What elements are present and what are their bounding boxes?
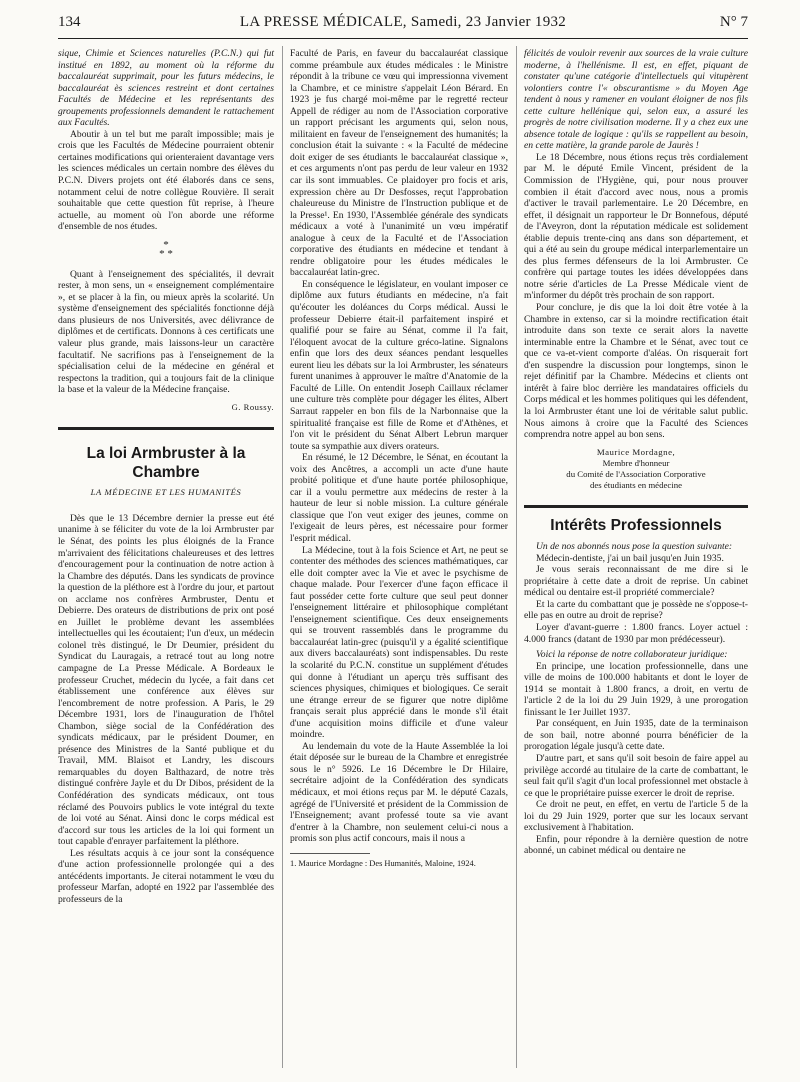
question-text: Je vous serais reconnaissant de me dire si le propriétaire à cette date a droit de reprise. Un cabinet médical ou dentaire est-il propriété commerciale? [524, 564, 748, 599]
column-1 [58, 48, 274, 905]
article-subtitle: LA MÉDECINE ET LES HUMANITÉS [90, 487, 242, 498]
answer-text: En principe, une location professionnelle, dans une ville de moins de 100.000 habitants et dont le loyer de 1914 se montait à 1.800 francs, a droit, en vertu de l'article 2 de la loi du 29 Juin 1929, à une prorogation finissant le 1er Juillet 1937. [524, 660, 748, 718]
section-separator: * * * [159, 238, 173, 260]
answer-text: Ce droit ne peut, en effet, en vertu de l'article 5 de la loi du 29 Juin 1929, porter que sur les locaux servant exclusivement à l'habitation. [524, 799, 748, 834]
answer-text: Par conséquent, en Juin 1935, date de la terminaison de son bail, notre abonné pourra bénéficier de la prorogation légale jusqu'à cette date. [524, 718, 748, 753]
paragraph: La Médecine, tout à la fois Science et Art, ne peut se contenter des méthodes des sciences mathématiques, car elle doit compter avec la Vie et avec le psychisme de chaque malade. Pour l'exercer d'une façon efficace il faut posséder cette forte culture que seul peut donner l'enseignement littéraire et philosophique complétant l'enseignement scientifique. Ces deux enseignements qui se trouvent rassemblés dans le programme du baccalauréat latin-grec (puisqu'il y a égalité scientifique aux divers baccalauréats) sont indispensables. Du reste la scolarité du P.C.N. constitue un supplément d'études qui donne à l'étudiant un aperçu très suffisant des sciences physiques, chimiques et biologiques. Ce serait une étrange erreur de se figurer que notre diplôme français serait plus apprécié dans le monde s'il était d'une acquisition moins difficile et d'une valeur moindre. [290, 544, 508, 741]
section-rule [58, 427, 274, 430]
paragraph: Faculté de Paris, en faveur du baccalauréat classique comme préambule aux études médicales : le Ministre répondit à la tribune ce vœu qui impressionna vivement la Chambre, et ce ministre s'appelait Léon Bérard. En 1923 je fus chargé moi-même par le regretté recteur Appell de rédiger au nom de l'Association corporative un rapport précisant les arguments qui, selon nous, militaient en faveur de l'enseignement des humanités; la conclusion était la suivante : « la Faculté de médecine doit exiger de ses étudiants le baccalauréat classique », et ces arguments n'ont pas perdu de leur valeur en 1932 car ils sont immuables. Ce plaidoyer pro focis et aris, expression chère au Dr Desfosses, reçut l'approbation chaleureuse du Ministre de l'Instruction publique et de la Presse¹. En 1930, l'Assemblée générale des syndicats médicaux a voté à l'unanimité un vœu impératif analogue à ceux de la Faculté et de l'Association corporative des étudiants en médecine et tendant à rendre obligatoire pour les études médicales le baccalauréat latin-grec. [290, 48, 508, 279]
section-title: Intérêts Professionnels [550, 516, 722, 534]
article-title: La loi Armbruster à la Chambre [86, 445, 246, 482]
journal-title: LA PRESSE MÉDICALE, Samedi, 23 Janvier 1932 [239, 14, 567, 30]
author-name: Maurice Mordagne, [596, 446, 676, 457]
paragraph: Le 18 Décembre, nous étions reçus très cordialement par M. le député Emile Vincent, président de la Commission de l'Hygiène, qui, pour nous prouver combien il était d'accord avec nous, nous a promis d'activer le travail parlementaire. Le 20 Décembre, en effet, il désignait un rapporteur le Dr Bonnefous, député de l'Aveyron, dont la réputation médicale est solidement établie depuis trente-cinq ans dans son département, et qui a été au sein du groupe médical interparlementaire un des plus fermes défenseurs de la loi Armbruster. Ce confrère qui partage toutes les idées développées dans notre série d'articles de La Presse Médicale vient de m'informer du dépôt très prochain de son rapport. [524, 151, 748, 302]
author-signature: G. Roussy. [231, 401, 274, 412]
question-text: Et la carte du combattant que je possède ne s'oppose-t-elle pas en outre au droit de reprise? [524, 598, 748, 622]
column-3 [524, 48, 748, 857]
header-rule [58, 38, 748, 39]
question-text: Loyer d'avant-guerre : 1.800 francs. Loyer actuel : 4.000 francs (datant de 1930 par mon prédécesseur). [524, 621, 748, 645]
answer-text: Enfin, pour répondre à la dernière question de notre abonné, un cabinet médical ou dentaire ne [524, 833, 748, 857]
page-header [58, 14, 748, 36]
footnote: 1. Maurice Mordagne : Des Humanités, Maloine, 1924. [290, 858, 476, 868]
column-divider [282, 46, 283, 1068]
author-signature-block: Maurice Mordagne, Membre d'honneur du Comité de l'Association Corporative des étudiants en médecine [524, 447, 748, 491]
page-number: 134 [58, 14, 81, 30]
paragraph: Pour conclure, je dis que la loi doit être votée à la Chambre in extenso, car si la moindre rectification était introduite dans son texte ce serait alors la navette interminable entre la Chambre et le Sénat, avec tout ce que ce va-et-vient comporte d'aléas. On risquerait fort d'en suspendre la discussion pour longtemps, sinon le rejet définitif par la Chambre. Médecins et clients ont intérêt à faire bloc derrière les mandataires officiels du Corps médical et les hommes politiques qui les défendent, la loi Armbruster étant une loi de véritable salut public. Nous aimons à croire que la Faculté des Sciences comprendra notre appel au bon sens. [524, 302, 748, 441]
column-divider [516, 46, 517, 1068]
paragraph: Les résultats acquis à ce jour sont la conséquence d'une action professionnelle prolongée qui a des antécédents importants. Je citerai notamment le vœu du professeur Marfan, adopté en 1922 par l'assemblée des professeurs de la [58, 847, 274, 905]
column-2 [290, 48, 508, 869]
paragraph: Dès que le 13 Décembre dernier la presse eut été unanime à se féliciter du vote de la loi Armbruster par le Sénat, des points les plus éloignés de la France m'arrivaient des félicitations chaleureuses et des lettres d'encouragement pour la continuation de notre action à la Chambre des députés. Dans les syndicats de province la question de la pléthore est à l'ordre du jour, et partout on acclame nos confrères Armbruster, Dentu et Debierre. Des orateurs de distributions de prix ont posé en Juillet le problème devant les assemblées intellectuelles qui les écoutaient; l'un d'eux, un médecin colonel très distingué, le Dr Deumier, président du Syndicat du Lauragais, a retracé tout au long notre campagne de La Presse Médicale. A Bordeaux le professeur Cruchet, médecin du lycée, a fait dans cet établissement une conférence aux élèves sur l'encombrement de notre profession. A Paris, le 29 Décembre 1931, lors de l'inauguration de l'hôtel Chambon, siège social de la Confédération des syndicats médicaux, par le président Doumer, en présence des Ministres de la Santé publique et du Travail, MM. Blaisot et Landry, les discours remarquables du doyen Balthazard, de notre très distingué confrère Jayle et du Dr Dibos, président de la Confédération des syndicats médicaux, ont tous réclamé des Pouvoirs publics le vote intégral du texte de loi voté au Sénat. Ainsi donc le corps médical est d'accord sur tous les articles de la loi qui forment un tout capable d'enrayer parfaitement la pléthore. [58, 512, 274, 848]
issue-number: N° 7 [719, 14, 748, 30]
paragraph: En résumé, le 12 Décembre, le Sénat, en écoutant la voix des Ancêtres, a accompli un acte d'une haute probité politique et d'une haute portée philosophique, car il a voulu permettre aux médecins de rester à la hauteur de leur si noble mission. La culture générale classique que l'on veut exiger des jeunes, comme on l'exigeait de leurs pères, est nécessaire pour former l'esprit médical. [290, 452, 508, 544]
paragraph: sique, Chimie et Sciences naturelles (P.C.N.) qui fut institué en 1892, au moment où la réforme du baccalauréat supprimait, pour les futurs médecins, le baccalauréat ès sciences restreint et dont certaines Facultés de Médecine et les représentants des groupements professionnels demandent le rattachement aux Facultés. [58, 48, 274, 129]
answer-intro: Voici la réponse de notre collaborateur juridique: [536, 649, 728, 661]
footnote-rule [290, 853, 370, 854]
section-rule [524, 505, 748, 508]
paragraph: Aboutir à un tel but me paraît impossible; mais je crois que les Facultés de Médecine pourraient obtenir certaines modifications qui orienteraient davantage vers les sciences médicales un certain nombre des élèves du P.C.N. Divers projets ont été élaborés dans ce sens, notamment celui de notre collègue Rouvière. Il serait souhaitable que cette question fût reprise, à l'heure actuelle, au moment où l'on aborde une réforme d'ensemble de nos études. [58, 128, 274, 233]
paragraph: félicités de vouloir revenir aux sources de la vraie culture moderne, à l'hellénisme. Il est, en effet, piquant de constater qu'une catégorie d'intellectuels qui vitupèrent volontiers contre l'« obscurantisme » du Moyen Age tendent à nous y ramener en voulant éloigner de nos fils cette culture hellénique qui, selon eux, a assuré les progrès de notre civilisation moderne. Il y a chez eux une absence totale de logique : qu'ils se rappellent au besoin, en cette matière, la grande parole de Jaurès ! [524, 48, 748, 152]
paragraph: Au lendemain du vote de la Haute Assemblée la loi était déposée sur le bureau de la Chambre et enregistrée sous le n° 5926. Le 16 Décembre le Dr Hilaire, secrétaire adjoint de la Confédération des syndicats médicaux, et moi étions reçus par M. le député Cazals, agrégé de l'Université et président de la Commission de l'Enseignement; avant professé toute sa vie avant d'entrer à la Chambre, non seulement celui-ci nous a promis son plus actif concours, mais il nous a [290, 740, 508, 845]
paragraph: En conséquence le législateur, en voulant imposer ce diplôme aux futurs étudiants en médecine, n'a fait qu'écouter les doléances du Corps médical. Aussi le professeur Debierre était-il parfaitement inspiré et qualifié pour se faire au Sénat, comme il l'a fait, l'éloquent avocat de la culture gréco-latine. Signalons enfin que lors des deux séances pendant lesquelles eurent lieu les débats sur la loi Armbruster, les sénateurs furent unanimes à approuver le maître d'Anatomie de la Faculté de Lille. On entendit Joseph Caillaux réclamer une culture très complète pour dégager les élites, Albert Sarraut rappeler en bon fils de la Narbonnaise que la spiritualité française est fille de Rome et d'Athènes, et l'on vit le président du Sénat Albert Lebrun marquer toute sa sympathie aux divers orateurs. [290, 278, 508, 452]
question-text: Médecin-dentiste, j'ai un bail jusqu'en Juin 1935. [536, 552, 724, 564]
paragraph: Quant à l'enseignement des spécialités, il devrait rester, à mon sens, un « enseignement complémentaire », et se placer à la fin, ou mieux après la scolarité. Un système d'enseignement des spécialités fonctionne déjà dans plusieurs de nos Universités, avec délivrance de diplômes et de certificats. Donnons à ces certificats une valeur plus grande, mais laissons-leur un caractère facultatif. Ne sacrifions pas à l'enseignement de la spécialisation celui de la médecine en général et respectons la tradition, qui a toujours fait de la clinique la base et la valeur de la Médecine française. [58, 268, 274, 396]
question-intro: Un de nos abonnés nous pose la question suivante: [536, 541, 733, 553]
answer-text: D'autre part, et sans qu'il soit besoin de faire appel au privilège accordé au titulaire de la carte de combattant, le seul fait qu'il s'agit d'un local professionnel met obstacle à ce que le propriétaire puisse exercer le droit de reprise. [524, 752, 748, 799]
